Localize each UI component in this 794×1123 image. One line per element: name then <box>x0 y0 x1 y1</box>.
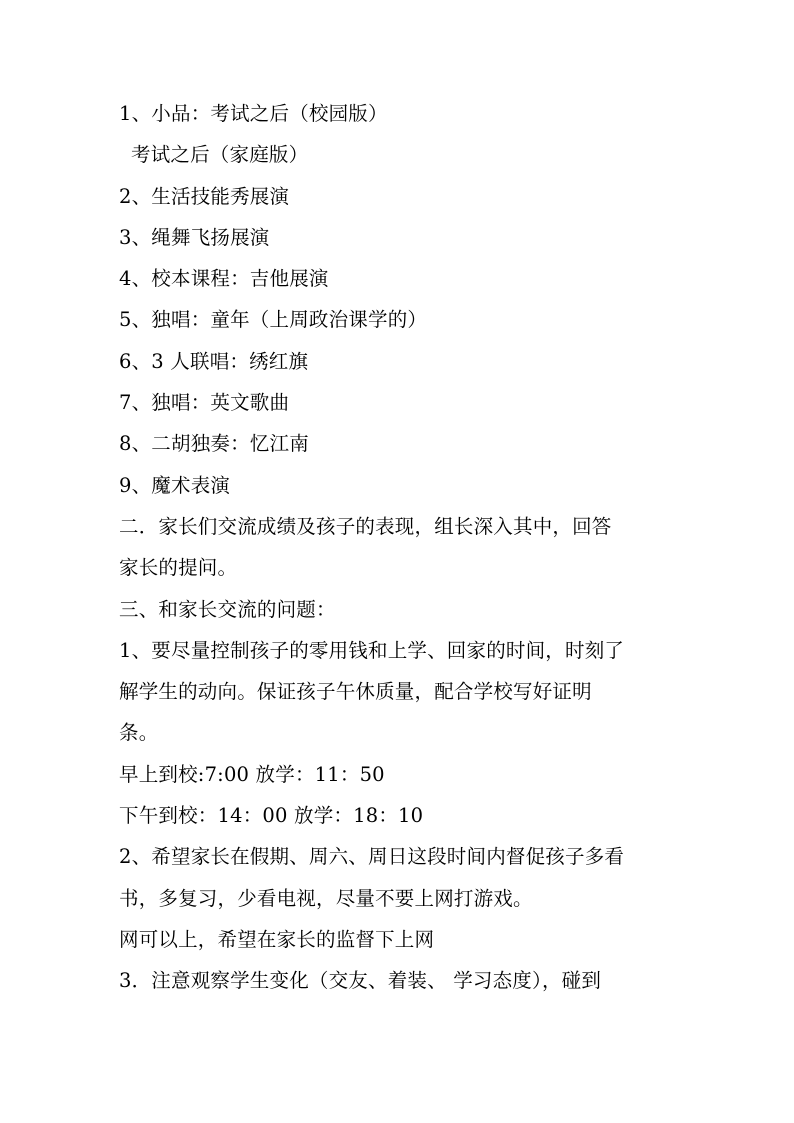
section-two-heading-line-1: 二．家长们交流成绩及孩子的表现，组长深入其中，回答 <box>119 514 612 538</box>
document-body <box>119 93 679 1002</box>
schedule-morning: 早上到校:7:00 放学：11：50 <box>119 762 385 786</box>
program-item-7: 7、独唱：英文歌曲 <box>119 391 290 415</box>
program-item-6: 6、3 人联唱：绣红旗 <box>119 349 309 373</box>
program-item-5: 5、独唱：童年（上周政治课学的） <box>119 308 428 332</box>
issue-2-line-3: 网可以上，希望在家长的监督下上网 <box>119 927 435 951</box>
program-item-1: 1、小品：考试之后（校园版） <box>119 102 388 125</box>
issue-1-line-2: 解学生的动向。保证孩子午休质量，配合学校写好证明 <box>119 680 592 704</box>
section-two-heading-line-2: 家长的提问。 <box>119 556 238 580</box>
program-item-1-alt: 考试之后（家庭版） <box>131 143 309 167</box>
program-item-4: 4、校本课程：吉他展演 <box>119 267 329 291</box>
issue-3-line-1: 3．注意观察学生变化（交友、着装、 学习态度），碰到 <box>119 969 602 993</box>
schedule-afternoon: 下午到校：14：00 放学：18：10 <box>119 804 424 828</box>
issue-1-line-1: 1、要尽量控制孩子的零用钱和上学、回家的时间，时刻了 <box>119 638 625 662</box>
issue-2-line-1: 2、希望家长在假期、周六、周日这段时间内督促孩子多看 <box>119 845 625 869</box>
program-item-8: 8、二胡独奏：忆江南 <box>119 432 309 456</box>
section-three-heading: 三、和家长交流的问题： <box>119 597 336 621</box>
program-item-3: 3、绳舞飞扬展演 <box>119 225 270 249</box>
issue-1-line-3: 条。 <box>119 721 159 745</box>
issue-2-line-2: 书，多复习，少看电视，尽量不要上网打游戏。 <box>119 886 533 910</box>
program-item-9: 9、魔术表演 <box>119 473 231 497</box>
program-item-2: 2、生活技能秀展演 <box>119 184 290 208</box>
